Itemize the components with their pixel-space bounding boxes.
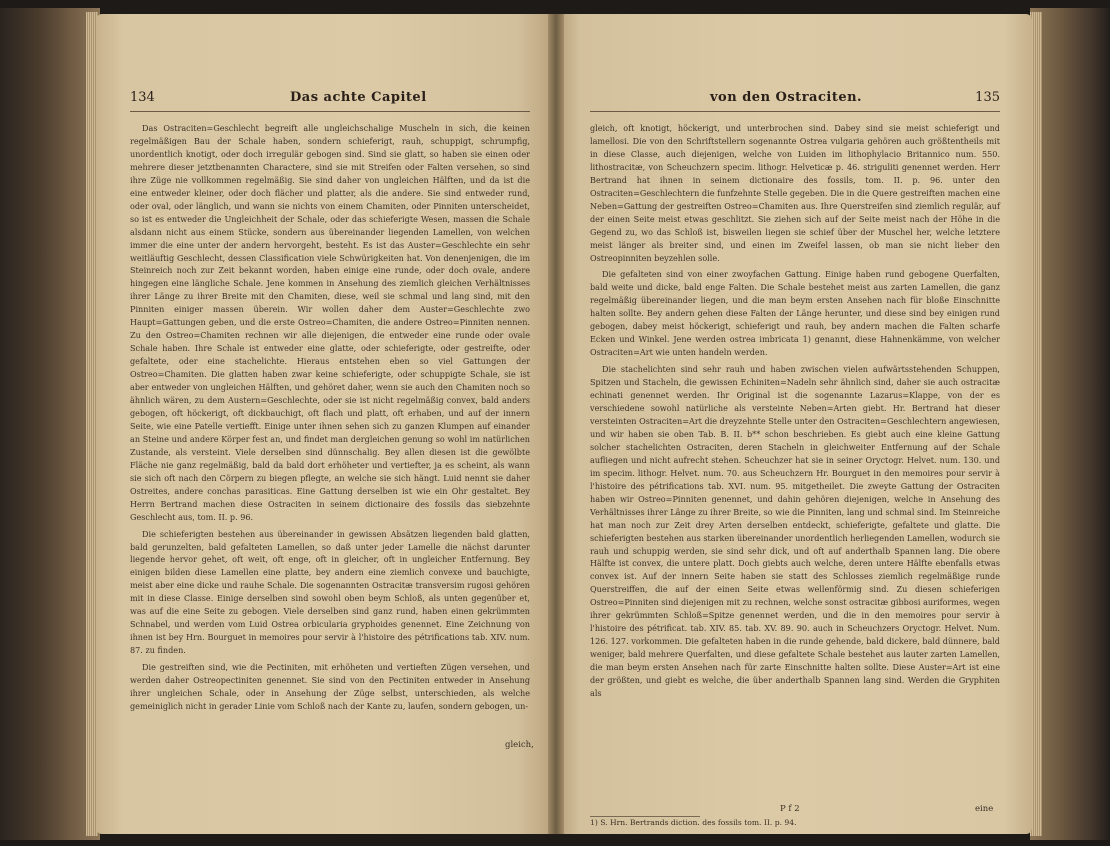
right-paragraph-2: Die gefalteten sind von einer zwoyfachen Gattung. Einige haben rund gebogene Querfalten, bald weite und dicke, bald enge Falten. Die Schale bestehet meist aus zarten Lamellen, die ganz regelmäßig übereinander liegen, und die man beym ersten Ansehen nach für bloße Einschnitte halten sollte. Bey andern gehen diese Falten der Länge herunter, und diese sind bey einigen rund gebogen, dabey meist höckerigt, schieferigt und rauh, bey andern machen die Falten scharfe Ecken und Winkel. Jene werden ostrea imbricata 1) genannt, diese Hahnenkämme, von welcher Ostraciten=Art wie unten handeln werden. — [590, 269, 1000, 358]
right-catchword: eine — [975, 804, 994, 814]
book-gutter — [548, 14, 564, 834]
right-paragraph-3: Die stachelichten sind sehr rauh und haben zwischen vielen aufwärtsstehenden Schuppen, Spitzen und Stacheln, die gewissen Echiniten=Nadeln sehr ähnlich sind, daher sie auch ostracitæ echinati genennet werden. Ihr Original ist die sogenannte Lazarus=Klappe, von der es verschiedene sowohl natürliche als versteinte Neben=Arten giebt. Hr. Bertrand hat dieser versteinten Ostraciten=Art die dreyzehnte Stelle unter den Ostraciten=Geschlechtern angewiesen, und wir haben sie oben Tab. B. II. b** schon beschrieben. Es giebt auch eine kleine Gattung solcher stachelichten Ostraciten, deren Stacheln in gleichweiter Entfernung auf der Schale aufliegen und nicht aufrecht stehen. Scheuchzer hat sie in seiner Oryctogr. Helvet. num. 130. und im specim. lithogr. Helvet. num. 70. aus Scheuchzern Hr. Bourguet in den memoires pour servir à l'histoire des pétrifications tab. XVI. num. 95. mitgetheilet. Die zweyte Gattung der Ostraciten haben wir Ostreo=Pinniten genennet, und dahin gehören diejenigen, welche in Ansehung des Verhältnisses ihrer Länge zu ihrer Breite, so wie die Pinniten, lang und schmal sind. Im Steinreiche hat man noch zur Zeit drey Arten derselben entdeckt, schieferigte, gefaltete und glatte. Die schieferigten bestehen aus starken übereinander unordentlich herliegenden Lamellen, wodurch sie rauh und schuppig werden, sie sind sehr dick, und oft auf anderthalb Spannen lang. Die obere Hälfte ist convex, die untere platt. Doch giebts auch welche, deren untere Hälfte ebenfalls etwas convex ist. Auf der innern Seite haben sie statt des Schlosses ziemlich regelmäßige runde Querstreiffen, die auf der einen Seite etwas wellenförmig sind. Zu diesen schieferigen Ostreo=Pinniten sind diejenigen mit zu rechnen, welche sonst ostracitæ gibbosi auriformes, wegen ihrer gekrümmten Schloß=Spitze genennet werden, und die in den memoires pour servir à l'histoire des pétrificat. tab. XIV. 85. tab. XV. 89. 90. auch in Scheuchzers Oryctogr. Helvet. Num. 126. 127. vorkommen. Die gefalteten haben in die runde gehende, bald dickere, bald dünnere, bald weniger, bald mehrere Querfalten, und diese gefaltete Schale bestehet aus lauter zarten Lamellen, die man beym ersten Ansehen nach für zarte Einschnitte halten sollte. Diese Auster=Art ist eine der größten, und giebt es welche, die über anderthalb Spannen lang sind. Werden die Gryphiten als — [590, 364, 1000, 698]
right-page-header — [590, 90, 1000, 110]
right-signature-mark: P f 2 — [780, 804, 800, 814]
left-page-body — [130, 122, 530, 802]
right-page-body — [590, 122, 1000, 802]
right-running-head: von den Ostraciten. — [710, 90, 863, 105]
footnote-rule — [590, 816, 700, 817]
left-paragraph-2: Die schieferigten bestehen aus übereinander in gewissen Absätzen liegenden bald glatten, bald gerunzelten, bald gefalteten Lamellen, so daß unter jeder Lamelle die nächst darunter liegende hervor gehet, oft weit, oft enge, oft in gleicher, oft in ungleicher Entfernung. Bey einigen bilden diese Lamellen eine platte, bey andern eine ziemlich convexe und bauchigte, meist aber eine dicke und rauhe Schale. Die sogenannten Ostracitæ transversim rugosi gehören mit in diese Classe. Einige derselben sind sowohl oben beym Schloß, als unten gegenüber et, was auf die eine Seite zu gebogen. Viele derselben sind ganz rund, haben einen gekrümmten Schnabel, und werden vom Luid Ostrea orbicularia gryphoides genennet. Eine Zeichnung von ihnen ist bey Hrn. Bourguet in memoires pour servir à l'histoire des pétrifications tab. XIV. num. 87. zu finden. — [130, 528, 530, 656]
right-footnote: 1) S. Hrn. Bertrands diction. des fossils tom. II. p. 94. — [590, 818, 797, 827]
right-page-number: 135 — [975, 90, 1000, 105]
left-header-rule — [130, 111, 530, 112]
left-page-header — [130, 90, 530, 110]
left-page-number: 134 — [130, 90, 155, 105]
left-paragraph-3: Die gestreiften sind, wie die Pectiniten, mit erhöheten und vertieften Zügen versehen, und werden daher Ostreopectiniten genennet. Sie sind von den Pectiniten entweder in Ansehung ihrer ungleichen Schale, oder in Ansehung der Züge selbst, unterschieden, als welche gemeiniglich nicht in gerader Linie vom Schloß nach der Kante zu, laufen, sondern gebogen, un- — [130, 662, 530, 711]
right-cover-edge — [1030, 8, 1110, 840]
right-header-rule — [590, 111, 1000, 112]
left-paragraph-1: Das Ostraciten=Geschlecht begreift alle ungleichschalige Muscheln in sich, die keinen regelmäßigen Bau der Schale haben, sondern schieferigt, rauh, schuppigt, schrumpfig, unordentlich knotigt, oder doch irregulär gebogen sind. Sind sie glatt, so haben sie einen oder mehrere dieser jetztbenannten Charactere, sind sie mit Streifen oder Falten versehen, so sind ihre Züge nie vollkommen regelmäßig. Sie sind daher von ungleichen Hälften, und da ist die eine entweder kleiner, oder doch flächer und platter, als die andere. Sie sind entweder rund, oder oval, oder länglich, und wann sie nichts von einem Chamiten, oder Pinniten unterscheidet, so ist es entweder die Ungleichheit der Schale, oder das schieferigte Wesen, massen die Schale alsdann nicht aus einem Stücke, sondern aus übereinander liegenden Lamellen, von welchen immer die eine unter der andern hervorgeht, besteht. Es ist das Auster=Geschlechte ein sehr weitläuftig Geschlecht, dessen Classification viele Schwürigkeiten hat. Von denenjenigen, die im Steinreich noch zur Zeit bekannt worden, haben einige eine runde, oder doch ovale, andere hingegen eine längliche Schale. Jene kommen in Ansehung des ziemlich gleichen Verhältnisses ihrer Länge zu ihrer Breite mit den Chamiten, diese, weil sie schmal und lang sind, mit den Pinniten einiger massen überein. Wir wollen daher dem Auster=Geschlechte zwo Haupt=Gattungen geben, und die erste Ostreo=Chamiten, die andere Ostreo=Pinniten nennen. Zu den Ostreo=Chamiten rechnen wir alle diejenigen, die entweder eine runde oder ovale Schale haben. Ihre Schale ist entweder eine glatte, oder schieferigte, oder gestreifte, oder gefaltete, oder eine stachelichte. Hieraus entstehen eben so viel Gattungen der Ostreo=Chamiten. Die glatten haben zwar keine schieferigte, oder schuppigte Schale, sie ist aber entweder von ungleichen Hälften, und gehöret daher, wenn sie auch den Chamiten noch so ähnlich wären, zu dem Austern=Geschlechte, oder sie ist nicht regelmäßig convex, bald anders gebogen, oft höckerigt, oft dickbauchigt, oft flach und platt, oft erhaben, und auf der innern Seite, wie eine Patelle vertiefft. Einige unter ihnen sehen sich zu ganzen Klumpen auf einander an Steine und andere Körper fest an, und findet man dergleichen genung so wohl im natürlichen Zustande, als versteint. Viele derselben sind dünnschalig. Bey allen diesen ist die gewölbte Fläche nie ganz regelmäßig, bald da bald dort erhöheter und vertiefter, ja es scheint, als wann sie sich oft nach den Cörpern zu biegen pflegte, an welche sie sich hängt. Luid nennt sie daher Ostreites, andere conchas parasiticas. Eine Gattung derselben ist wie ein Ohr gestaltet. Bey Herrn Bertrand machen diese Ostraciten in seinem dictionaire des fossils das siebzehnte Geschlecht aus, tom. II. p. 96. — [130, 123, 530, 522]
left-running-head: Das achte Capitel — [290, 90, 427, 105]
right-paragraph-1: gleich, oft knotigt, höckerigt, und unterbrochen sind. Dabey sind sie meist schieferigt und lamellosi. Die von den Schriftstellern sogenannte Ostrea vulgaria gehören auch größtentheils mit in diese Classe, auch diejenigen, welche von Luiden im lithophylacio Britannico num. 550. lithostracitæ, von Scheuchzern specim. lithogr. Helveticæ p. 46. striguliti genennet werden. Herr Bertrand hat ihnen in seinem dictionaire des fossils, tom. II. p. 96. unter den Ostraciten=Geschlechtern die funfzehnte Stelle gegeben. Die in die Quere gestreiften machen eine Neben=Gattung der gestreiften Ostreo=Chamiten aus. Ihre Querstreifen sind ziemlich regulär, auf der einen Seite meist etwas geschlitzt. Sie ziehen sich auf der Seite meist nach der Höhe in die Gegend zu, wo das Schloß ist, bisweilen liegen sie schief über der Muschel her, welche letztere meist länger als breiter sind, und einen im Zweifel lassen, ob man sie nicht lieber den Ostreopinniten beyzehlen solle. — [590, 123, 1000, 263]
left-cover-edge — [0, 8, 100, 840]
left-catchword: gleich, — [505, 740, 534, 750]
